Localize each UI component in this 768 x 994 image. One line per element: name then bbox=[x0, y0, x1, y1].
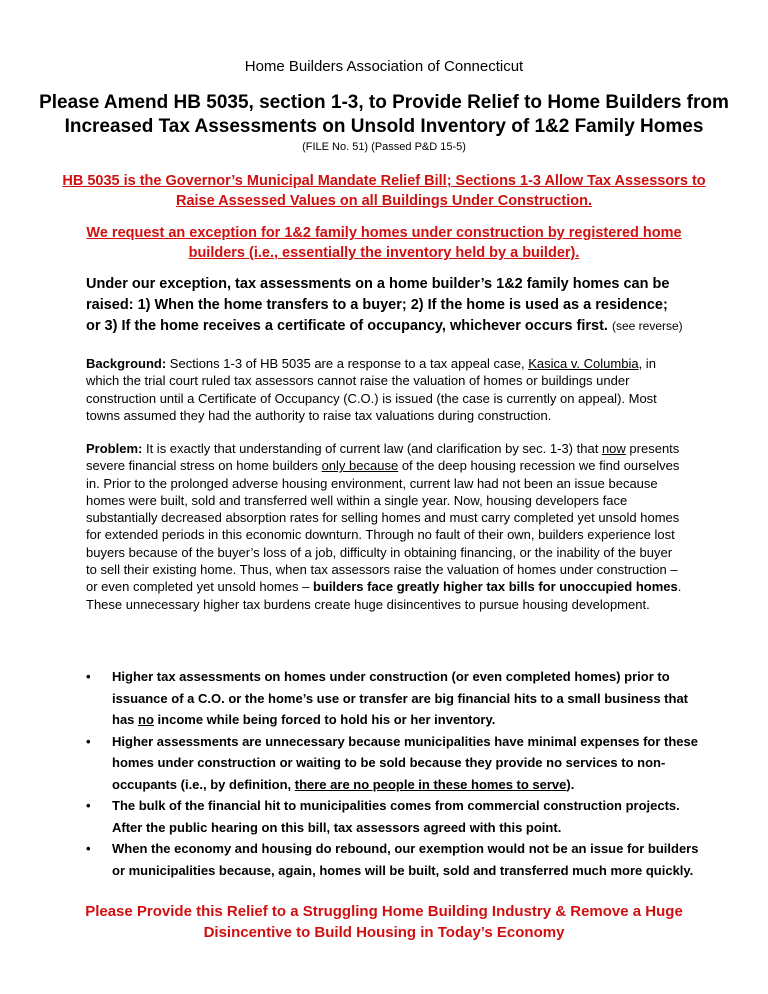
bullet-icon: • bbox=[86, 841, 91, 856]
bullet-1-text-a: Higher tax assessments on homes under construction (or even completed homes) prior to issuance of a C.O. or the home’s use or transfer are big financial hits to a small business that has bbox=[112, 669, 689, 727]
closing-appeal: Please Provide this Relief to a Struggling Home Building Industry & Remove a Huge Disincentive to Build Housing in Today’s Economy bbox=[85, 903, 683, 941]
bullet-3-text: The bulk of the financial hit to municipalities comes from commercial construction projects. After the public hearing on this bill, tax assessors agreed with this point. bbox=[112, 798, 680, 835]
bullet-icon: • bbox=[86, 798, 91, 813]
exception-request-highlight: We request an exception for 1&2 family homes under construction by registered home builders (i.e., essentially the inventory held by a builder). bbox=[86, 225, 682, 261]
document-title: Please Amend HB 5035, section 1-3, to Provide Relief to Home Builders from Increased Tax Assessments on Unsold Inventory of 1&2 Family Homes bbox=[39, 92, 729, 137]
case-name: Kasica v. Columbia bbox=[528, 356, 639, 371]
problem-now: now bbox=[601, 441, 626, 456]
bullet-item-4 bbox=[86, 838, 712, 881]
bullet-item-3 bbox=[86, 795, 712, 838]
problem-text-3: of the deep housing recession we find ourselves in. Prior to the prolonged adverse housing environment, current law had not been an issue because homes were built, sold and transferred well within a single year. Now, housing developers face substantially decreased absorption rates for selling homes and must carry completed yet unsold homes for extended periods in this economic downturn. Through no fault of their own, builders experience lost buyers because of the buyer’s loss of a job, difficulty in obtaining financing, or the inability of the buyer to sell their existing home. Thus, when tax assessors raise the valuation of homes under construction – or even completed yet unsold homes – bbox=[86, 458, 680, 595]
problem-text-4: . These unnecessary higher tax burdens create huge disincentives to pursue housing development. bbox=[86, 579, 682, 612]
exception-text: Under our exception, tax assessments on a home builder’s 1&2 family homes can be raised: 1) When the home transfers to a buyer; 2) If the home is used as a residence; or 3) If the home receives a certificate of occupancy, whichever occurs first. bbox=[86, 276, 670, 334]
bullet-2-text-b: ). bbox=[566, 776, 575, 792]
bullet-2-text-a: Higher assessments are unnecessary because municipalities have minimal expenses for these homes under construction or waiting to be sold because they provide no services to non-occupants (i.e., by definition, bbox=[112, 733, 698, 792]
bullet-1-text-b: income while being forced to hold his or her inventory. bbox=[157, 712, 496, 727]
exception-statement bbox=[86, 274, 686, 337]
see-reverse-note: (see reverse) bbox=[611, 319, 683, 333]
governor-bill-highlight: HB 5035 is the Governor’s Municipal Mandate Relief Bill; Sections 1-3 Allow Tax Assessors to Raise Assessed Values on all Buildings Under Construction. bbox=[62, 173, 706, 209]
problem-only-because: only because bbox=[321, 458, 399, 474]
bullet-2-underlined: there are no people in these homes to serve bbox=[294, 776, 567, 792]
background-label: Background: bbox=[86, 356, 167, 371]
bullet-icon: • bbox=[86, 733, 91, 749]
organization-name: Home Builders Association of Connecticut bbox=[244, 58, 524, 75]
problem-text-2: presents severe financial stress on home builders bbox=[86, 441, 680, 474]
problem-bold-phrase: builders face greatly higher tax bills for unoccupied homes bbox=[312, 579, 678, 595]
key-points-list bbox=[86, 666, 712, 881]
problem-text-1: It is exactly that understanding of current law (and clarification by sec. 1-3) that bbox=[145, 441, 599, 456]
bullet-4-text: When the economy and housing do rebound, our exemption would not be an issue for builders or municipalities because, again, homes will be built, sold and transferred much more quickly. bbox=[112, 841, 699, 878]
background-text-2: , in which the trial court ruled tax assessors cannot raise the valuation of homes or buildings under construction until a Certificate of Occupancy (C.O.) is issued (the case is currently on appeal). Most towns assumed they had the authority to raise tax valuations during construction. bbox=[86, 356, 657, 423]
background-text-1: Sections 1-3 of HB 5035 are a response to a tax appeal case, bbox=[169, 356, 525, 371]
bullet-icon: • bbox=[86, 669, 91, 684]
bullet-item-1 bbox=[86, 666, 712, 731]
background-paragraph bbox=[86, 355, 686, 424]
file-reference: (FILE No. 51) (Passed P&D 15-5) bbox=[302, 141, 466, 153]
problem-paragraph bbox=[86, 440, 686, 613]
bullet-item-2 bbox=[86, 731, 712, 796]
bullet-1-no: no bbox=[138, 712, 154, 727]
problem-label: Problem: bbox=[86, 441, 143, 456]
